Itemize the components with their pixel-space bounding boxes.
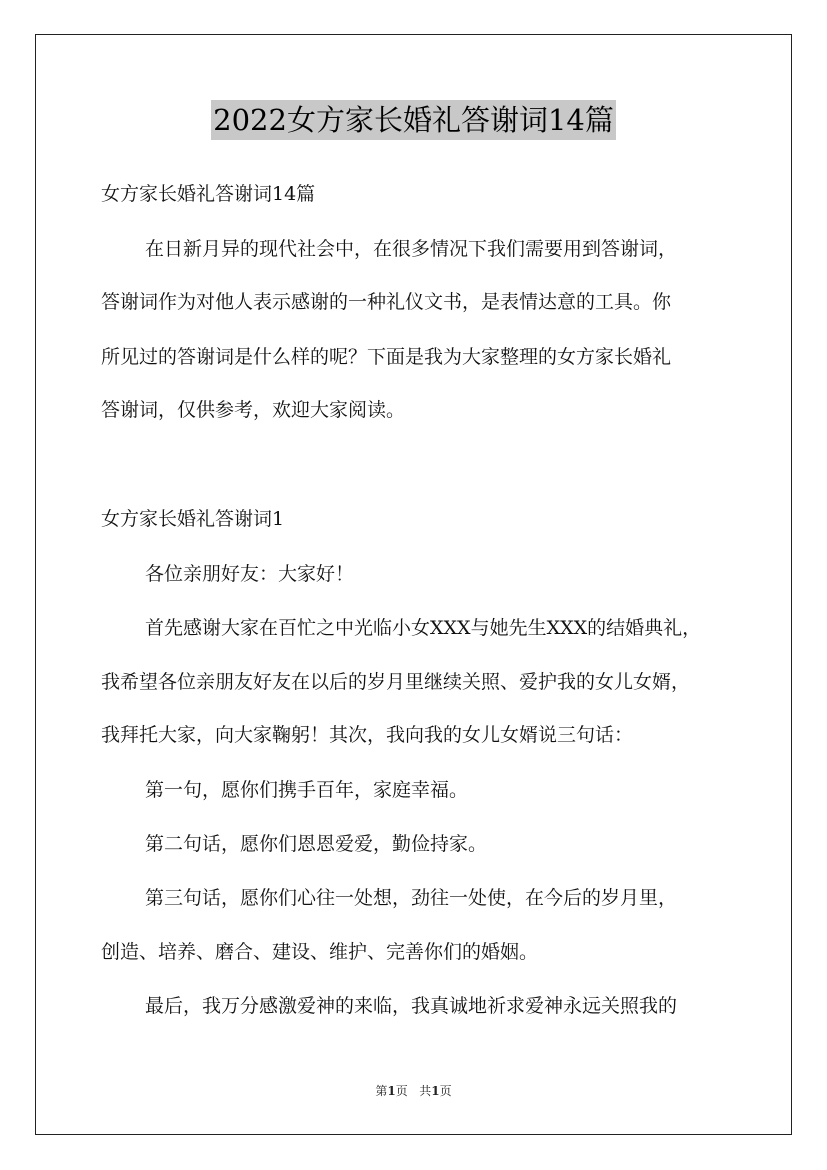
paragraph-line: 各位亲朋好友：大家好！ (145, 563, 355, 585)
paragraph-line: 我希望各位亲朋友好友在以后的岁月里继续关照、爱护我的女儿女婿， (101, 671, 691, 693)
document-title: 2022女方家长婚礼答谢词14篇 (211, 100, 616, 140)
paragraph-line: 我拜托大家，向大家鞠躬！其次，我向我的女儿女婿说三句话： (101, 724, 634, 746)
page-footer (0, 1082, 827, 1099)
paragraph-line: 最后，我万分感激爱神的来临，我真诚地祈求爱神永远关照我的 (145, 995, 678, 1017)
title-container (0, 100, 827, 140)
paragraph-line: 答谢词作为对他人表示感谢的一种礼仪文书，是表情达意的工具。你 (101, 291, 672, 313)
paragraph-line: 第二句话，愿你们恩恩爱爱，勤俭持家。 (145, 833, 488, 855)
total-pages-label: 共1页 (419, 1084, 452, 1098)
paragraph-line: 创造、培养、磨合、建设、维护、完善你们的婚姻。 (101, 941, 539, 963)
paragraph-line: 所见过的答谢词是什么样的呢？下面是我为大家整理的女方家长婚礼 (101, 346, 672, 368)
section-heading: 女方家长婚礼答谢词1 (101, 508, 285, 530)
paragraph-line: 第三句话，愿你们心往一处想，劲往一处使，在今后的岁月里， (145, 887, 678, 909)
page-label: 第1页 (375, 1084, 408, 1098)
paragraph-line: 第一句，愿你们携手百年，家庭幸福。 (145, 779, 469, 801)
paragraph-line: 首先感谢大家在百忙之中光临小女XXX与她先生XXX的结婚典礼， (145, 617, 702, 639)
subtitle: 女方家长婚礼答谢词14篇 (101, 183, 316, 205)
paragraph-line: 在日新月异的现代社会中，在很多情况下我们需要用到答谢词， (145, 238, 678, 260)
paragraph-line: 答谢词，仅供参考，欢迎大家阅读。 (101, 399, 406, 421)
